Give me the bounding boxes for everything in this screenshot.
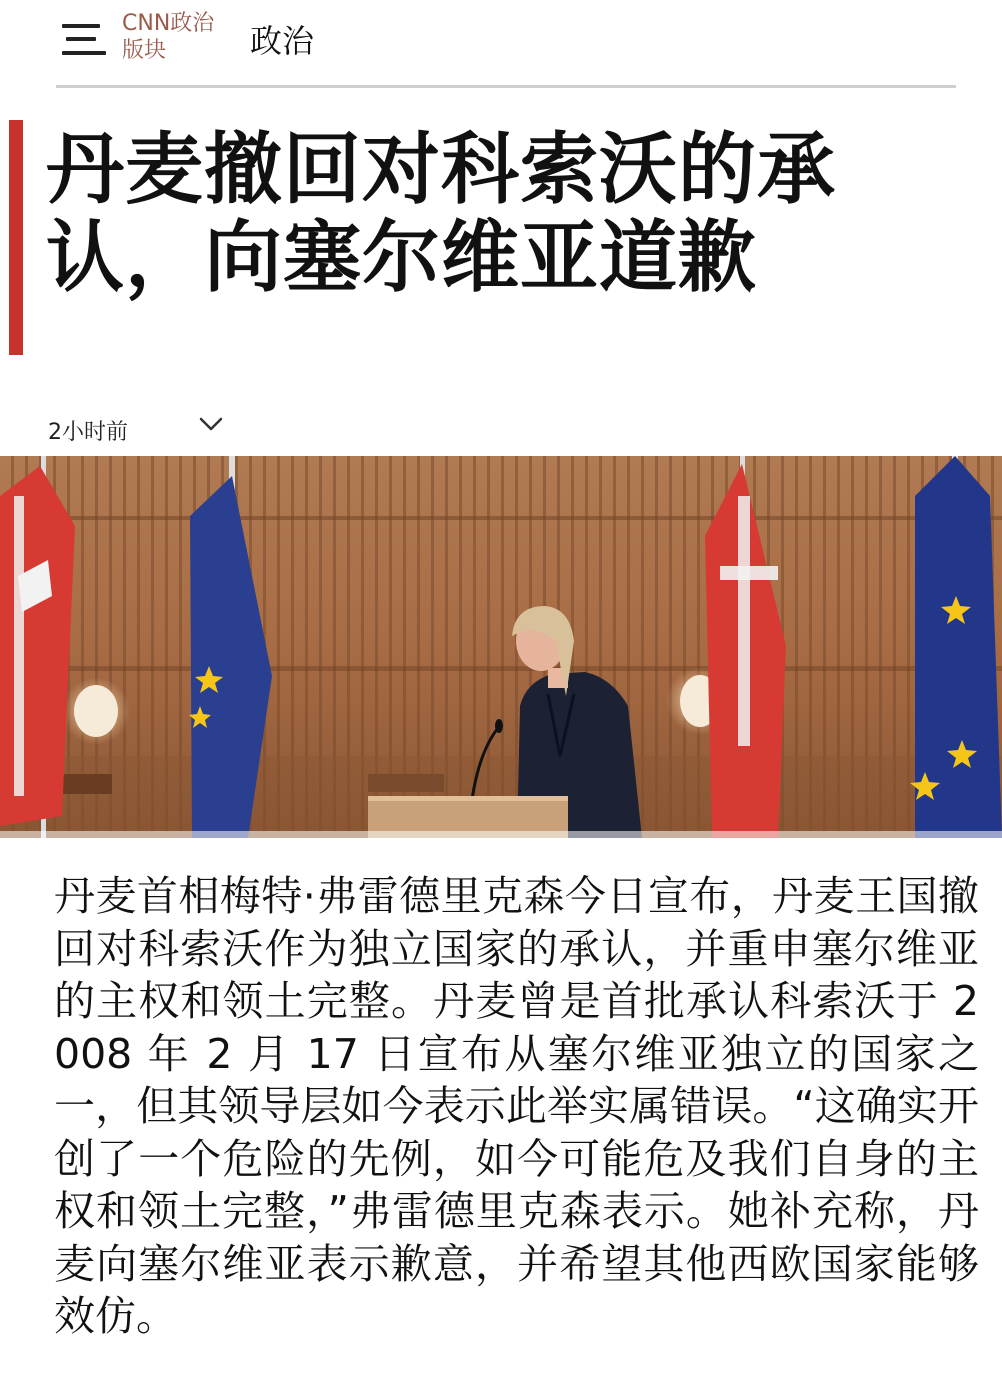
hamburger-menu-icon[interactable] xyxy=(62,24,106,56)
top-navigation-bar xyxy=(0,0,1002,90)
article-body: 丹麦首相梅特·弗雷德里克森今日宣布，丹麦王国撤回对科索沃作为独立国家的承认，并重申塞尔维亚的主权和领土完整。丹麦曾是首批承认科索沃于 2008 年 2 月 17 日宣布从塞尔维亚独立的国家之一，但其领导层如今表示此举实属错误。“这确实开创了一个危险的先例，如今可能危及我们自身的主权和领土完整，”弗雷德里克森表示。她补充称，丹麦向塞尔维亚表示歉意，并希望其他西欧国家能够效仿。 xyxy=(54,872,979,1340)
article-timestamp: 2小时前 xyxy=(48,420,128,445)
chevron-down-icon[interactable] xyxy=(198,414,224,434)
article-headline: 丹麦撤回对科索沃的承认，向塞尔维亚道歉 xyxy=(46,125,837,303)
header-divider xyxy=(56,85,956,88)
headline-accent-bar xyxy=(9,120,23,355)
section-title: 政治 xyxy=(250,22,315,60)
press-conference-photo xyxy=(0,456,1002,838)
article-photo xyxy=(0,456,1002,838)
brand-link[interactable]: CNN政治版块 xyxy=(122,11,215,63)
